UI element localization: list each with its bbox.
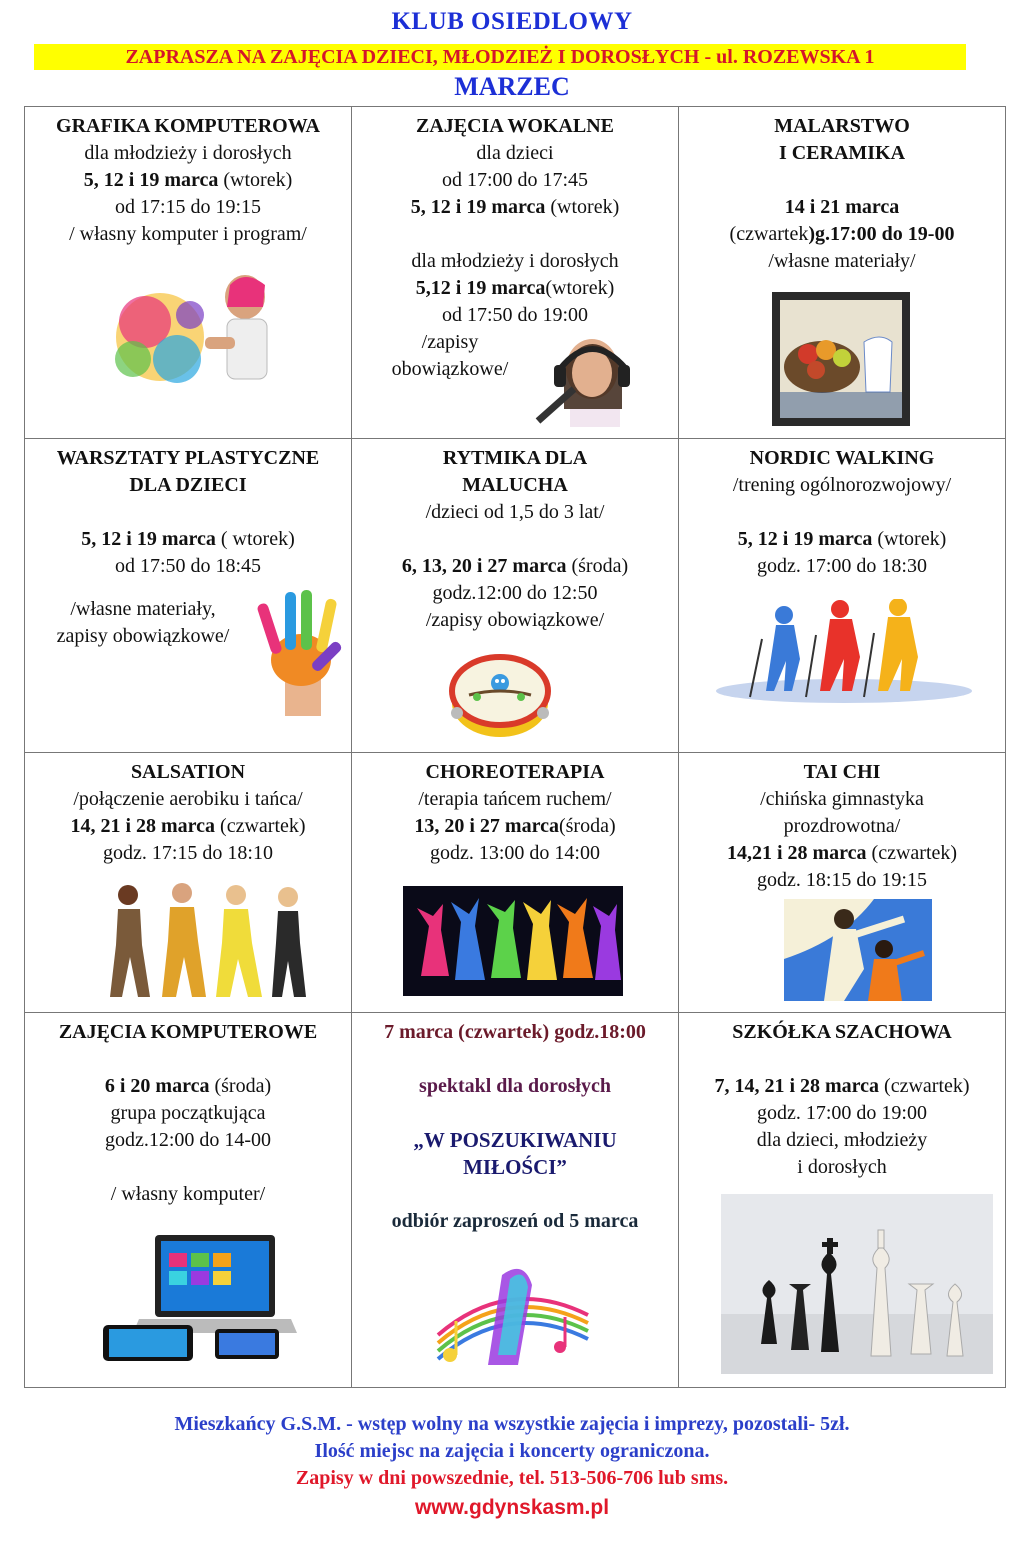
audience: /chińska gimnastyka	[760, 788, 924, 810]
time: od 17:50 do 19:00	[441, 304, 589, 326]
cell-title: MALARSTWO	[774, 115, 910, 137]
weekday: (czwartek	[729, 223, 809, 245]
time: )g.17:00 do 19-00	[808, 223, 955, 245]
footer-signup: Zapisy w dni powszednie, tel. 513-506-706 lub sms.	[295, 1467, 729, 1489]
note: /własne materiały,	[70, 598, 216, 620]
cell-warsztaty	[25, 439, 352, 753]
cell-title: SZKÓŁKA SZACHOWA	[732, 1021, 952, 1043]
weekday: (czwartek)	[215, 815, 306, 837]
chess-pieces-image	[721, 1194, 993, 1374]
time: od 17:15 do 19:15	[114, 196, 262, 218]
note: odbiór zaproszeń od 5 marca	[391, 1210, 639, 1232]
cell-title: ZAJĘCIA KOMPUTEROWE	[58, 1021, 318, 1043]
cell-taichi	[679, 753, 1006, 1013]
cell-title: RYTMIKA DLA	[442, 447, 588, 469]
dates: 14, 21 i 28 marca	[70, 815, 216, 837]
music-notes-image	[428, 1255, 596, 1375]
time: godz. 17:15 do 18:10	[103, 842, 273, 864]
cell-title: ZAJĘCIA WOKALNE	[415, 115, 614, 137]
cell-title: SALSATION	[130, 761, 246, 783]
cell-title: I CERAMIKA	[778, 142, 906, 164]
weekday: (wtorek)	[218, 169, 293, 191]
dates: 7, 14, 21 i 28 marca	[714, 1075, 880, 1097]
time: od 17:50 do 18:45	[114, 555, 262, 577]
audience: /terapia tańcem ruchem/	[418, 788, 612, 810]
footer-admission: Mieszkańcy G.S.M. - wstęp wolny na wszystkie zajęcia i imprezy, pozostali- 5zł.	[174, 1413, 850, 1435]
club-title: KLUB OSIEDLOWY	[391, 8, 633, 35]
website-link[interactable]: www.gdynskasm.pl	[414, 1496, 610, 1519]
ceramic-tile-painting-image	[772, 292, 910, 426]
time: godz. 17:00 do 18:30	[757, 555, 927, 577]
cell-choreo	[352, 753, 679, 1013]
dates: 5, 12 i 19 marca	[83, 169, 219, 191]
dates: 5, 12 i 19 marca	[737, 528, 873, 550]
dates: 13, 20 i 27 marca	[414, 815, 559, 837]
painted-hand-image	[247, 584, 347, 716]
time: godz. 18:15 do 19:15	[757, 869, 927, 891]
cell-szachy	[679, 1013, 1006, 1388]
audience: dla młodzieży i dorosłych	[411, 250, 619, 272]
event-title: „W POSZUKIWANIU	[413, 1128, 617, 1152]
dates: 14,21 i 28 marca	[726, 842, 867, 864]
cell-title: CHOREOTERAPIA	[425, 761, 605, 783]
event-title: MIŁOŚCI”	[463, 1155, 567, 1179]
cell-malarstwo	[679, 107, 1006, 439]
cell-title: TAI CHI	[803, 761, 881, 783]
audience: prozdrowotna/	[783, 815, 901, 837]
time: godz. 17:00 do 19:00	[757, 1102, 927, 1124]
time: godz.12:00 do 12:50	[432, 582, 598, 604]
weekday: (środa)	[558, 815, 616, 837]
dates: 6, 13, 20 i 27 marca	[401, 555, 567, 577]
audience: dla dzieci, młodzieży	[756, 1129, 928, 1151]
weekday: (wtorek)	[872, 528, 947, 550]
cell-salsation	[25, 753, 352, 1013]
cell-title: NORDIC WALKING	[749, 447, 935, 469]
cell-grafika	[25, 107, 352, 439]
weekday: ( wtorek)	[215, 528, 295, 550]
weekday: (środa)	[209, 1075, 272, 1097]
cell-nordic	[679, 439, 1006, 753]
time: od 17:00 do 17:45	[441, 169, 589, 191]
time: godz.12:00 do 14-00	[104, 1129, 272, 1151]
note: / własny komputer i program/	[69, 223, 307, 245]
event-kind: spektakl dla dorosłych	[419, 1075, 611, 1097]
cell-rytmika	[352, 439, 679, 753]
tambourine-image	[445, 651, 555, 741]
note: /zapisy obowiązkowe/	[425, 609, 605, 631]
tai-chi-figures-image	[784, 899, 932, 1001]
dates: 5, 12 i 19 marca	[410, 196, 546, 218]
note: / własny komputer/	[110, 1183, 266, 1205]
weekday: (czwartek)	[866, 842, 958, 864]
cell-wokalne	[352, 107, 679, 439]
cell-title: DLA DZIECI	[129, 474, 247, 496]
dates: 6 i 20 marca	[104, 1075, 210, 1097]
audience: /połączenie aerobiku i tańca/	[73, 788, 303, 810]
weekday: (czwartek)	[879, 1075, 970, 1097]
time: godz. 13:00 do 14:00	[430, 842, 600, 864]
audience: dla młodzieży i dorosłych	[84, 142, 292, 164]
cell-komputerowe	[25, 1013, 352, 1388]
note: obowiązkowe/	[391, 358, 509, 380]
cell-spektakl	[352, 1013, 679, 1388]
invitation-banner: ZAPRASZA NA ZAJĘCIA DZIECI, MŁODZIEŻ I DOROSŁYCH - ul. ROZEWSKA 1	[34, 44, 966, 70]
note: /własne materiały/	[768, 250, 916, 272]
audience: /dzieci od 1,5 do 3 lat/	[425, 501, 605, 523]
dates: 5, 12 i 19 marca	[81, 528, 216, 550]
footer-capacity: Ilość miejsc na zajęcia i koncerty ograniczona.	[314, 1440, 710, 1462]
audience: /trening ogólnorozwojowy/	[732, 474, 952, 496]
singer-headphones-image	[530, 329, 640, 427]
schedule-table	[24, 106, 1006, 1388]
event-date: 7 marca (czwartek) godz.18:00	[384, 1021, 646, 1043]
note: zapisy obowiązkowe/	[56, 625, 230, 647]
audience: dla dzieci	[476, 142, 554, 164]
audience: i dorosłych	[797, 1156, 887, 1178]
laptop-tablet-phone-image	[99, 1229, 299, 1369]
cell-title: GRAFIKA KOMPUTEROWA	[56, 115, 320, 137]
cell-title: MALUCHA	[462, 474, 568, 496]
weekday: (wtorek)	[545, 277, 615, 299]
paint-splash-girl-image	[105, 267, 305, 407]
cell-title: WARSZTATY PLASTYCZNE	[56, 447, 320, 469]
dancers-image	[90, 881, 310, 999]
dates: 5,12 i 19 marca	[415, 277, 546, 299]
note: /zapisy	[421, 331, 479, 353]
colorful-dance-silhouettes-image	[403, 886, 623, 996]
nordic-walkers-image	[714, 599, 974, 709]
month-title: MARZEC	[454, 72, 570, 101]
weekday: (środa)	[566, 555, 629, 577]
audience: grupa początkująca	[110, 1102, 266, 1124]
dates: 14 i 21 marca	[784, 196, 900, 218]
weekday: (wtorek)	[545, 196, 620, 218]
